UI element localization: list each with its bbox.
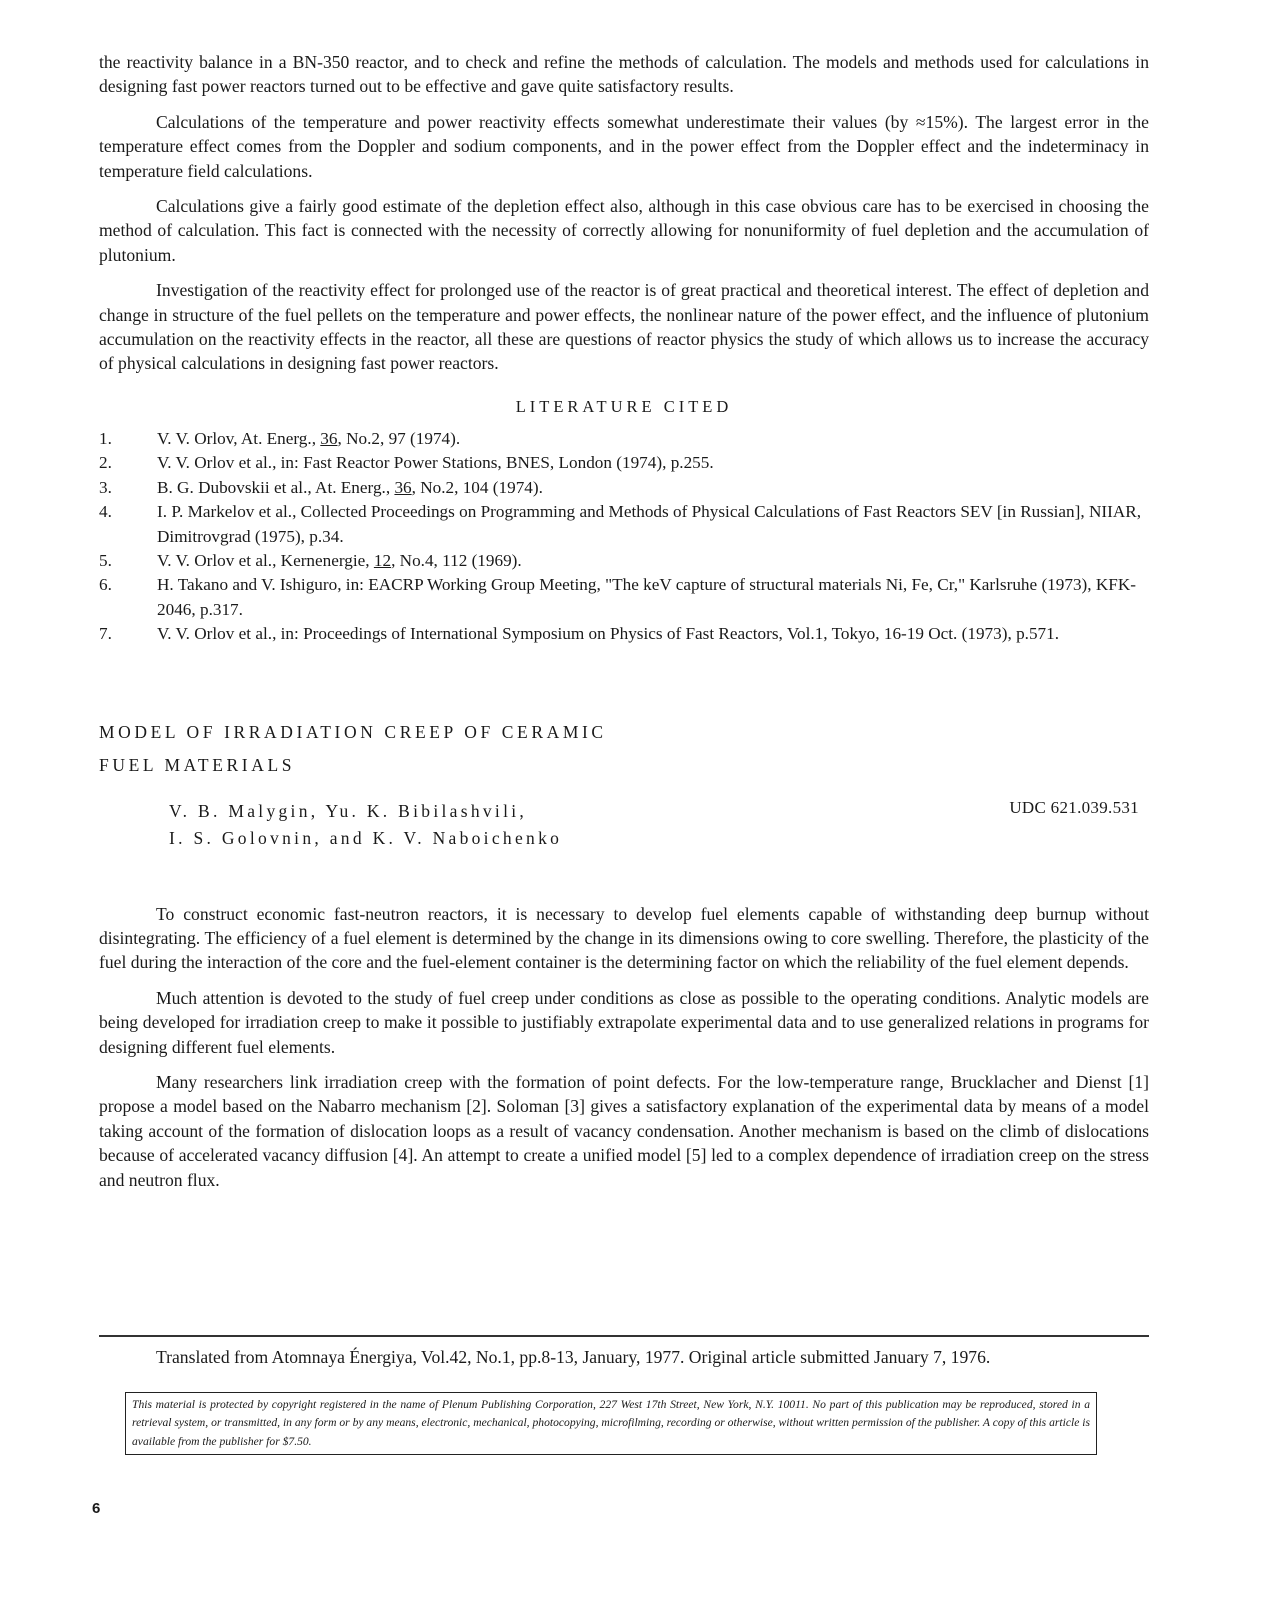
reference-number: 7. (99, 624, 112, 644)
reference-text: V. V. Orlov, At. Energ., 36, No.2, 97 (1974). (157, 428, 461, 448)
reference-text: B. G. Dubovskii et al., At. Energ., 36, No.2, 104 (1974). (157, 477, 543, 497)
page-body (99, 50, 1149, 1192)
paragraph: Many researchers link irradiation creep with the formation of point defects. For the low-temperature range, Brucklacher and Dienst [1] propose a model based on the Nabarro mechanism [2]. Soloman [3] gives a satisfactory explanation of the experimental data by means of a model taking account of the formation of dislocation loops as a result of vacancy condensation. Another mechanism is based on the climb of dislocations because of accelerated vacancy diffusion [4]. An attempt to create a unified model [5] led to a complex dependence of irradiation creep on the stress and neutron flux. (99, 1071, 1149, 1190)
footnote-text: Translated from Atomnaya Énergiya, Vol.42, No.1, pp.8-13, January, 1977. Original article submitted January 7, 1976. (156, 1347, 991, 1367)
paragraph: To construct economic fast-neutron reactors, it is necessary to develop fuel elements capable of withstanding deep burnup without disintegrating. The efficiency of a fuel element is determined by the change in its dimensions owing to core swelling. Therefore, the plasticity of the fuel during the interaction of the core and the fuel-element container is the determining factor on which the reliability of the fuel element depends. (99, 903, 1149, 973)
reference-number: 1. (99, 428, 112, 448)
paragraph: the reactivity balance in a BN-350 reactor, and to check and refine the methods of calculation. The models and methods used for calculations in designing fast power reactors turned out to be effective and gave quite satisfactory results. (99, 52, 1149, 97)
reference-item (99, 500, 1149, 549)
references-section (99, 397, 1149, 647)
conclusion-section (99, 50, 1149, 376)
reference-item (99, 573, 1149, 622)
reference-item (99, 476, 1149, 500)
reference-item (99, 549, 1149, 573)
author-row (169, 798, 1149, 852)
reference-number: 4. (99, 502, 112, 522)
reference-item (99, 451, 1149, 475)
footnote-rule (99, 1335, 1149, 1337)
copyright-notice: This material is protected by copyright registered in the name of Plenum Publishing Corporation, 227 West 17th Street, New York, N.Y. 10011. No part of this publication may be reproduced, stored in a retrieval system, or transmitted, in any form or by any means, electronic, mechanical, photocopying, microfilming, recording or otherwise, without written permission of the publisher. A copy of this article is available from the publisher for $7.50. (125, 1392, 1097, 1455)
reference-text: H. Takano and V. Ishiguro, in: EACRP Working Group Meeting, "The keV capture of structural materials Ni, Fe, Cr," Karlsruhe (1973), KFK-2046, p.317. (157, 575, 1136, 619)
reference-list (99, 427, 1149, 647)
reference-text: V. V. Orlov et al., Kernenergie, 12, No.4, 112 (1969). (157, 550, 522, 570)
reference-item (99, 427, 1149, 451)
article-header (99, 716, 1149, 852)
authors-line-1: V. B. Malygin, Yu. K. Bibilashvili, (169, 800, 528, 821)
paragraph: Calculations of the temperature and power reactivity effects somewhat underestimate their values (by ≈15%). The largest error in the temperature effect comes from the Doppler and sodium components, and in the power effect from the Doppler effect and the indeterminacy in temperature field calculations. (99, 111, 1149, 181)
reference-number: 6. (99, 575, 112, 595)
article-body (99, 902, 1149, 1192)
udc-code: UDC 621.039.531 (1009, 797, 1139, 817)
volume-number: 36 (320, 428, 338, 448)
authors-line-2: I. S. Golovnin, and K. V. Naboichenko (169, 827, 563, 848)
paragraph: Much attention is devoted to the study of fuel creep under conditions as close as possible to the operating conditions. Analytic models are being developed for irradiation creep to make it possible to justifiably extrapolate experimental data and to use generalized relations in programs for designing different fuel elements. (99, 987, 1149, 1057)
references-heading: LITERATURE CITED (515, 396, 733, 416)
article-title-line-1: MODEL OF IRRADIATION CREEP OF CERAMIC (99, 721, 607, 742)
reference-text: I. P. Markelov et al., Collected Proceedings on Programming and Methods of Physical Calculations of Fast Reactors SEV [in Russian], NIIAR, Dimitrovgrad (1975), p.34. (157, 502, 1141, 546)
reference-number: 5. (99, 550, 112, 570)
volume-number: 12 (373, 550, 392, 570)
page-number: 6 (92, 1500, 101, 1517)
reference-text: V. V. Orlov et al., in: Proceedings of International Symposium on Physics of Fast Reactors, Vol.1, Tokyo, 16-19 Oct. (1973), p.571. (157, 624, 1060, 644)
reference-text: V. V. Orlov et al., in: Fast Reactor Power Stations, BNES, London (1974), p.255. (157, 453, 714, 473)
reference-number: 2. (99, 453, 112, 473)
reference-item (99, 622, 1149, 646)
paragraph: Investigation of the reactivity effect for prolonged use of the reactor is of great practical and theoretical interest. The effect of depletion and change in structure of the fuel pellets on the temperature and power effects, the nonlinear nature of the power effect, and the influence of plutonium accumulation on the reactivity effects in the reactor, all these are questions of reactor physics the study of which allows us to increase the accuracy of physical calculations in designing fast power reactors. (99, 280, 1149, 374)
authors (169, 798, 562, 852)
translation-footnote (99, 1345, 1149, 1369)
paragraph: Calculations give a fairly good estimate of the depletion effect also, although in this case obvious care has to be exercised in choosing the method of calculation. This fact is connected with the necessity of correctly allowing for nonuniformity of fuel depletion and the accumulation of plutonium. (99, 196, 1149, 265)
reference-number: 3. (99, 477, 112, 497)
article-title-line-2: FUEL MATERIALS (99, 754, 296, 775)
volume-number: 36 (394, 477, 412, 497)
